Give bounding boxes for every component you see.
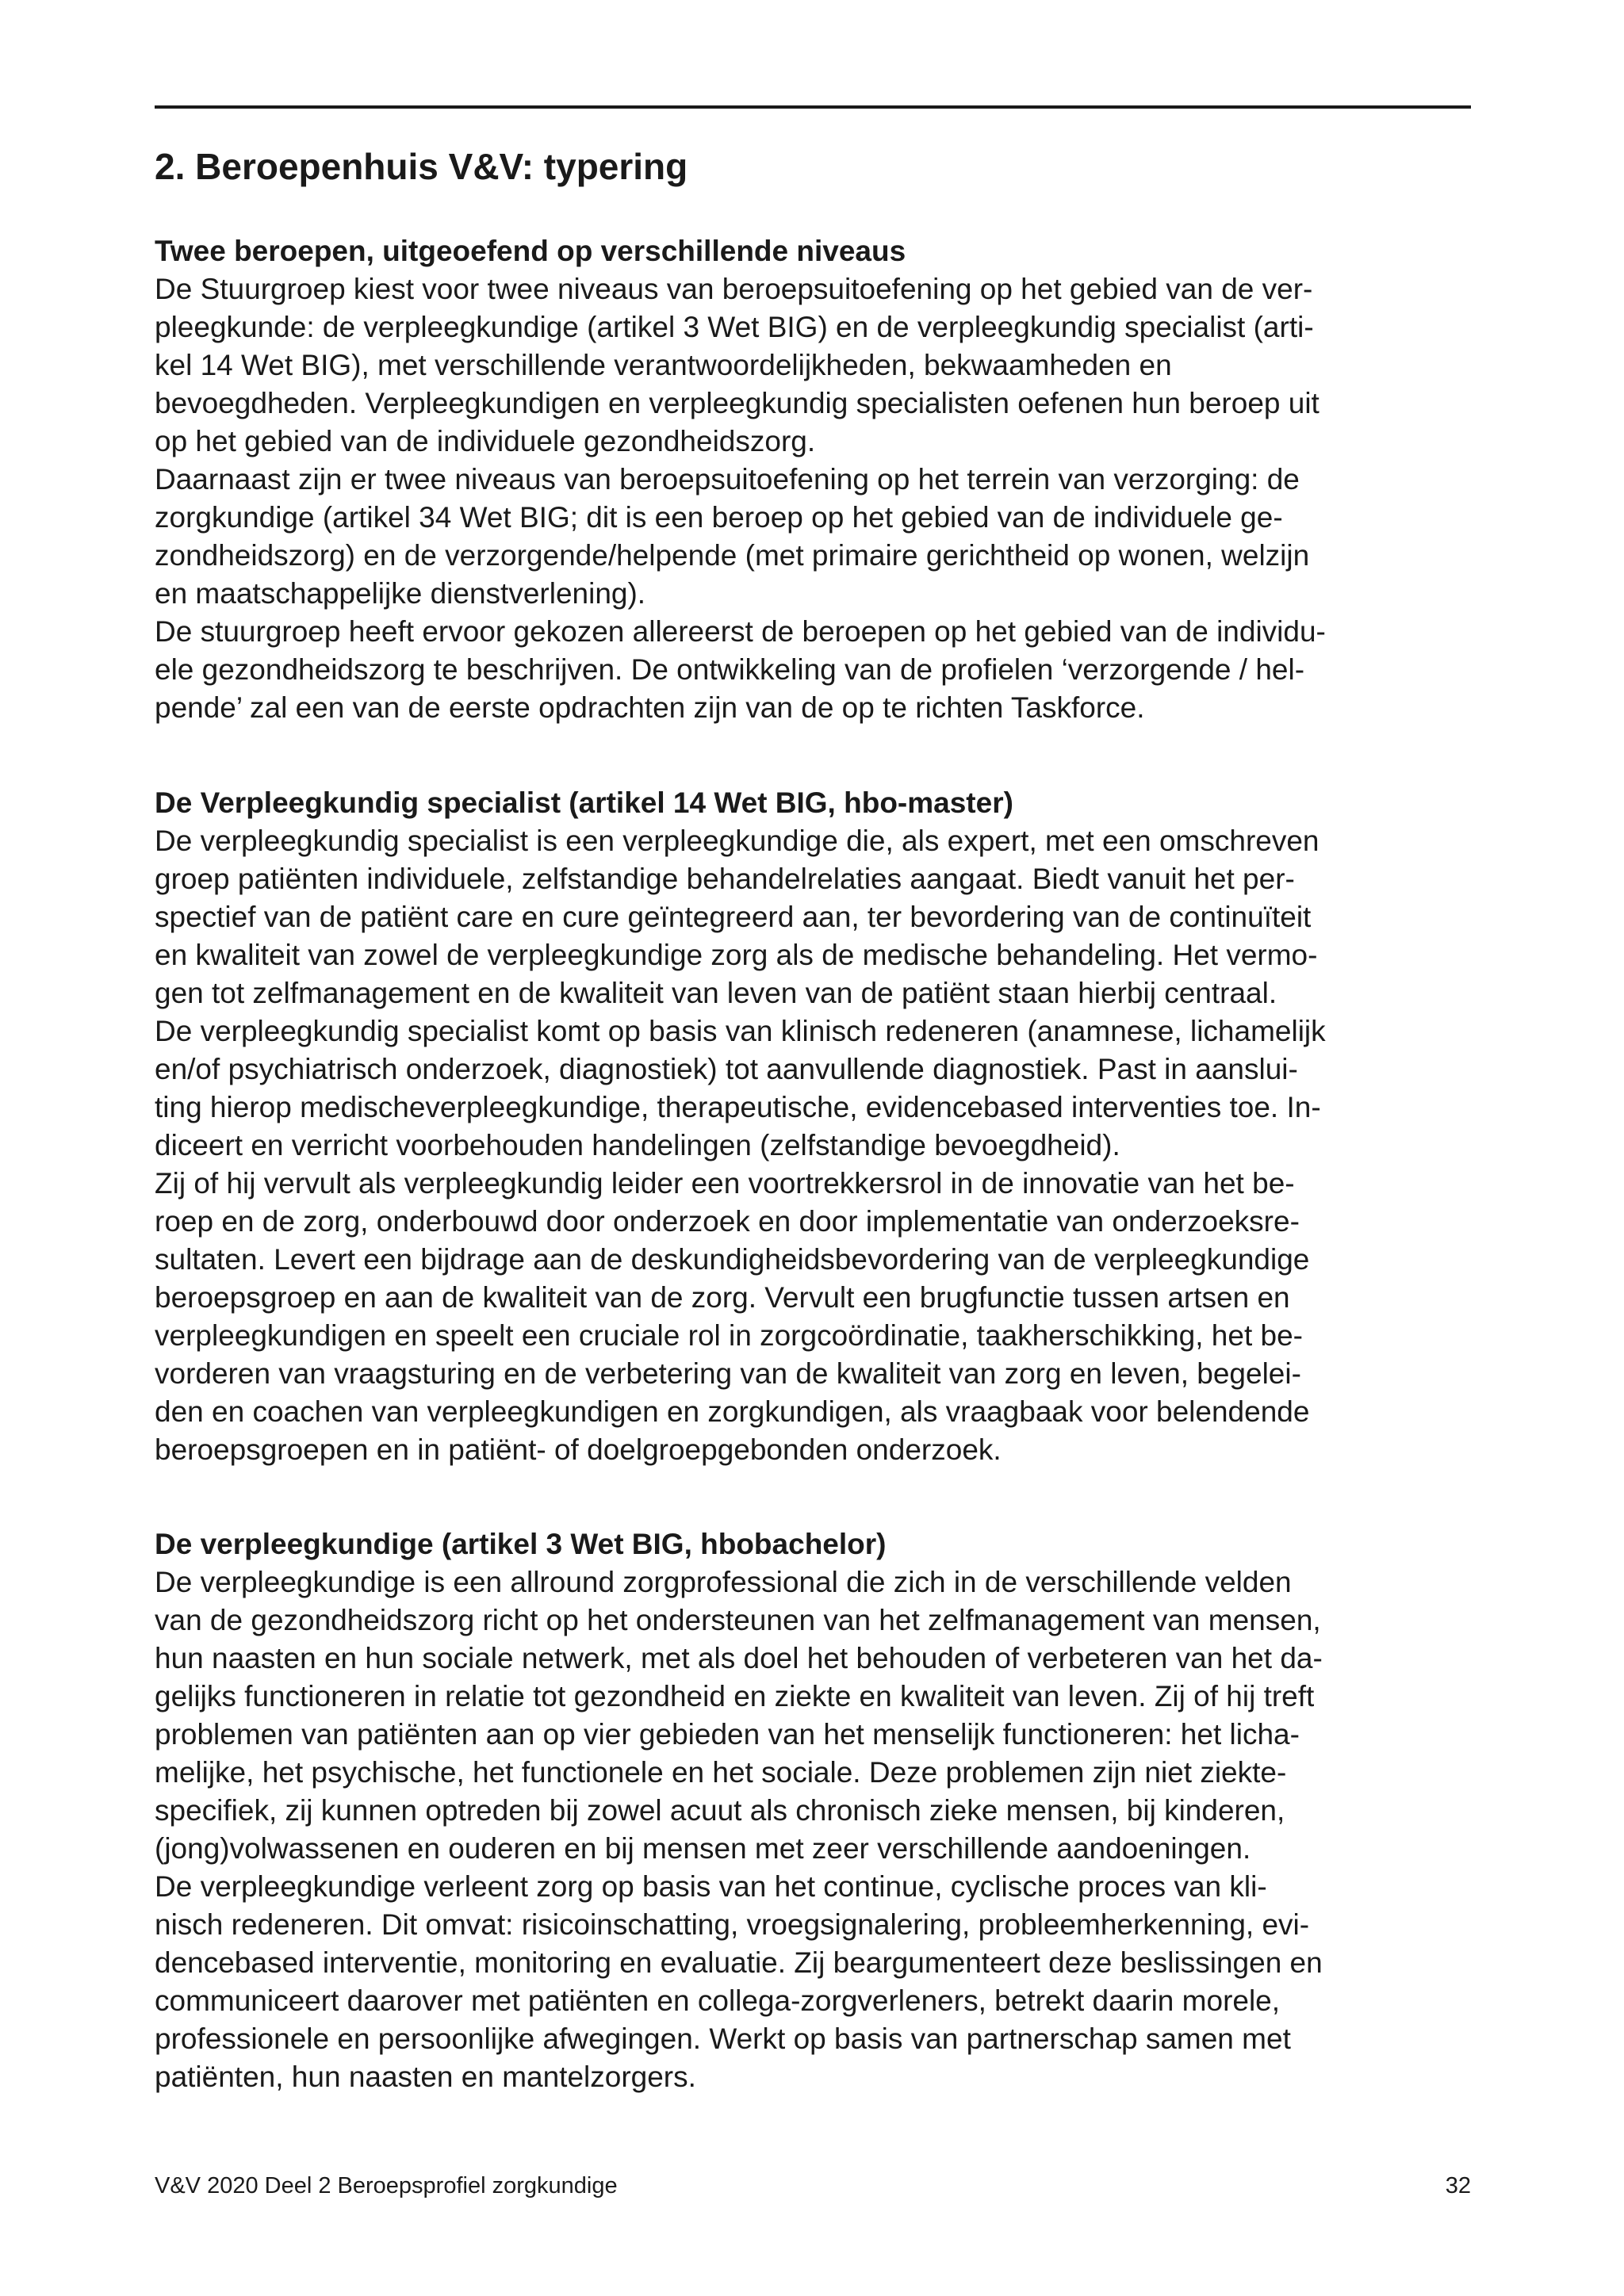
top-rule [155,105,1471,109]
text-line: en kwaliteit van zowel de verpleegkundige zorg als de medische behandeling. Het vermo- [155,939,1318,971]
section-heading: De verpleegkundige (artikel 3 Wet BIG, hbobachelor) [155,1528,887,1560]
text-line: op het gebied van de individuele gezondheidszorg. [155,425,816,457]
text-line: kel 14 Wet BIG), met verschillende verantwoordelijkheden, bekwaamheden en [155,349,1172,381]
text-line: pleegkunde: de verpleegkundige (artikel 3 Wet BIG) en de verpleegkundig specialist (arti- [155,311,1314,343]
text-line: groep patiënten individuele, zelfstandige behandelrelaties aangaat. Biedt vanuit het per- [155,863,1295,895]
text-line: roep en de zorg, onderbouwd door onderzoek en door implementatie van onderzoeksre- [155,1205,1300,1238]
text-line: ting hierop medischeverpleegkundige, therapeutische, evidencebased interventies toe. In- [155,1091,1321,1123]
text-line: den en coachen van verpleegkundigen en zorgkundigen, als vraagbaak voor belendende [155,1395,1310,1428]
text-line: De Stuurgroep kiest voor twee niveaus van beroepsuitoefening op het gebied van de ver- [155,273,1313,305]
text-line: verpleegkundigen en speelt een cruciale rol in zorgcoördinatie, taakherschikking, het be- [155,1319,1303,1352]
text-line: dencebased interventie, monitoring en evaluatie. Zij beargumenteert deze beslissingen en [155,1946,1323,1979]
chapter-title: 2. Beroepenhuis V&V: typering [155,146,688,187]
text-line: bevoegdheden. Verpleegkundigen en verpleegkundig specialisten oefenen hun beroep uit [155,387,1320,419]
text-line: communiceert daarover met patiënten en collega-zorgverleners, betrekt daarin morele, [155,1984,1281,2017]
text-line: De verpleegkundig specialist komt op basis van klinisch redeneren (anamnese, lichamelijk [155,1015,1326,1047]
text-line: De verpleegkundige is een allround zorgprofessional die zich in de verschillende velden [155,1566,1292,1598]
text-line: professionele en persoonlijke afwegingen. Werkt op basis van partnerschap samen met [155,2022,1291,2055]
text-line: gelijks functioneren in relatie tot gezondheid en ziekte en kwaliteit van leven. Zij of hij treft [155,1680,1315,1712]
text-line: spectief van de patiënt care en cure geïntegreerd aan, ter bevordering van de continuïteit [155,901,1312,933]
text-line: problemen van patiënten aan op vier gebieden van het menselijk functioneren: het licha- [155,1718,1300,1751]
section-twee-beroepen [155,232,1471,727]
text-line: pende’ zal een van de eerste opdrachten zijn van de op te richten Taskforce. [155,691,1145,724]
section-verpleegkundig-specialist [155,784,1471,1469]
text-line: De verpleegkundige verleent zorg op basis van het continue, cyclische proces van kli- [155,1870,1267,1903]
text-line: nisch redeneren. Dit omvat: risicoinschatting, vroegsignalering, probleemherkenning, evi- [155,1908,1310,1941]
section-heading: De Verpleegkundig specialist (artikel 14 Wet BIG, hbo-master) [155,786,1013,819]
text-line: melijke, het psychische, het functionele en het sociale. Deze problemen zijn niet ziekte- [155,1756,1287,1789]
text-line: (jong)volwassenen en ouderen en bij mensen met zeer verschillende aandoeningen. [155,1832,1251,1865]
page-number: 32 [1445,2173,1471,2198]
text-line: hun naasten en hun sociale netwerk, met als doel het behouden of verbeteren van het da- [155,1642,1323,1674]
text-line: De stuurgroep heeft ervoor gekozen allereerst de beroepen op het gebied van de individu- [155,615,1326,648]
section-heading: Twee beroepen, uitgeoefend op verschillende niveaus [155,235,906,267]
text-line: Zij of hij vervult als verpleegkundig leider een voortrekkersrol in de innovatie van het be- [155,1167,1295,1200]
text-line: zorgkundige (artikel 34 Wet BIG; dit is een beroep op het gebied van de individuele ge- [155,501,1283,534]
text-line: diceert en verricht voorbehouden handelingen (zelfstandige bevoegdheid). [155,1129,1120,1161]
text-line: vorderen van vraagsturing en de verbetering van de kwaliteit van zorg en leven, begelei- [155,1357,1301,1390]
text-line: van de gezondheidszorg richt op het ondersteunen van het zelfmanagement van mensen, [155,1604,1321,1636]
section-verpleegkundige [155,1525,1471,2096]
text-line: beroepsgroepen en in patiënt- of doelgroepgebonden onderzoek. [155,1433,1002,1466]
text-line: gen tot zelfmanagement en de kwaliteit van leven van de patiënt staan hierbij centraal. [155,977,1277,1009]
text-line: en maatschappelijke dienstverlening). [155,577,646,610]
text-line: specifiek, zij kunnen optreden bij zowel acuut als chronisch zieke mensen, bij kinderen, [155,1794,1285,1827]
text-line: en/of psychiatrisch onderzoek, diagnostiek) tot aanvullende diagnostiek. Past in aanslui- [155,1053,1298,1085]
text-line: De verpleegkundig specialist is een verpleegkundige die, als expert, met een omschreven [155,825,1320,857]
footer-title: V&V 2020 Deel 2 Beroepsprofiel zorgkundige [155,2173,618,2198]
text-line: beroepsgroep en aan de kwaliteit van de zorg. Vervult een brugfunctie tussen artsen en [155,1281,1290,1314]
text-line: patiënten, hun naasten en mantelzorgers. [155,2061,696,2093]
text-line: zondheidszorg) en de verzorgende/helpende (met primaire gerichtheid op wonen, welzijn [155,539,1310,572]
text-line: ele gezondheidszorg te beschrijven. De ontwikkeling van de profielen ‘verzorgende / hel- [155,653,1305,686]
text-line: sultaten. Levert een bijdrage aan de deskundigheidsbevordering van de verpleegkundige [155,1243,1310,1276]
text-line: Daarnaast zijn er twee niveaus van beroepsuitoefening op het terrein van verzorging: de [155,463,1300,496]
